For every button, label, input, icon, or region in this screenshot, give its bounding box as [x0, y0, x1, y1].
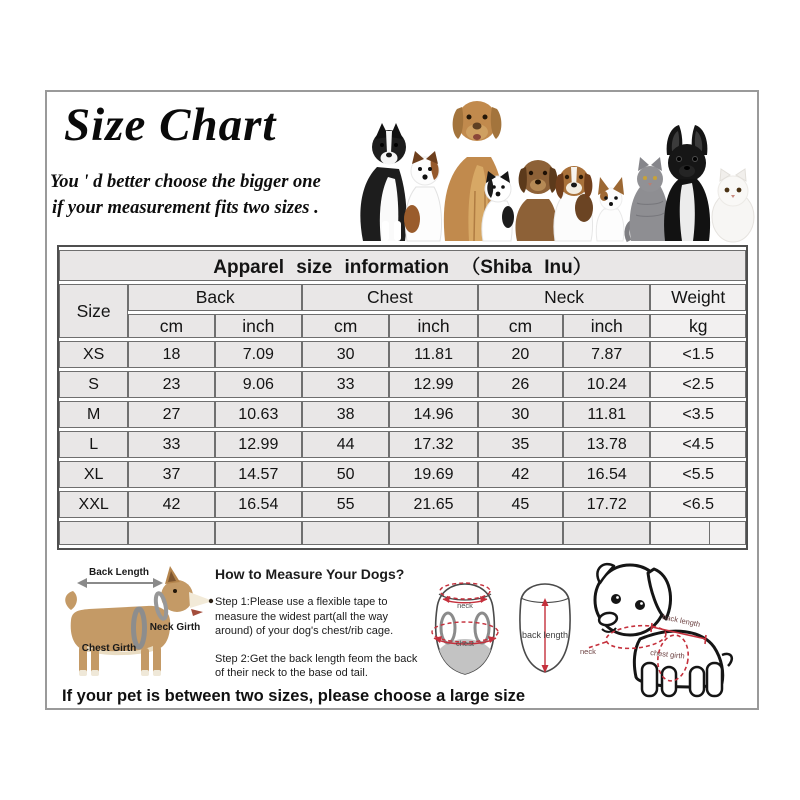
table-cell: <2.5: [650, 371, 746, 398]
unit-neck-cm: cm: [478, 314, 563, 338]
table-row-m: [59, 401, 746, 428]
how-to-measure-section: [215, 566, 420, 694]
table-cell: 23: [128, 371, 214, 398]
how-to-measure-heading: How to Measure Your Dogs?: [215, 566, 405, 582]
table-caption: Apparel size information （Shiba Inu）: [59, 250, 746, 281]
back-length-label: Back Length: [88, 567, 150, 578]
table-cell: 13.78: [563, 431, 650, 458]
table-row-xxl: [59, 491, 746, 518]
table-cell: 37: [128, 461, 214, 488]
dog-brown-puppy-image: [515, 160, 557, 241]
vest-measure-diagram: [425, 558, 585, 693]
dog-french-bulldog-image: [664, 125, 710, 241]
table-cell: 17.32: [389, 431, 477, 458]
unit-neck-inch: inch: [563, 314, 650, 338]
table-cell: 55: [302, 491, 389, 518]
dog-black-white-puppy-image: [482, 171, 514, 241]
table-cell: [389, 521, 477, 545]
dog-jack-russell-image: [404, 151, 442, 241]
arrow-left-icon: [77, 578, 87, 588]
table-cell: 17.72: [563, 491, 650, 518]
table-row-l: [59, 431, 746, 458]
table-cell: [215, 521, 302, 545]
table-cell: [302, 521, 389, 545]
table-cell: 18: [128, 341, 214, 368]
table-cell: 33: [128, 431, 214, 458]
table-cell: 20: [478, 341, 563, 368]
page-title: Size Chart: [64, 99, 277, 151]
between-sizes-note: If your pet is between two sizes, please choose a large size: [62, 687, 526, 705]
table-cell: 50: [302, 461, 389, 488]
puppy-sketch-diagram: [578, 555, 753, 700]
table-cell: 12.99: [389, 371, 477, 398]
table-cell: 16.54: [215, 491, 302, 518]
table-cell: [128, 521, 214, 545]
unit-back-cm: cm: [128, 314, 214, 338]
table-cell: 9.06: [215, 371, 302, 398]
measure-step-2: Step 2:Get the back length feom the back of their neck to the base od tail.: [215, 652, 418, 680]
table-cell: [563, 521, 650, 545]
cat-gray-image: [627, 157, 670, 241]
table-cell: 45: [478, 491, 563, 518]
table-row-xl: [59, 461, 746, 488]
table-cell: <3.5: [650, 401, 746, 428]
dog-chihuahua-image: [596, 177, 624, 241]
puppy-neck-label: neck: [580, 647, 596, 656]
table-cell: S: [59, 371, 128, 398]
table-cell: 30: [302, 341, 389, 368]
header-size: Size: [59, 284, 128, 338]
table-cell: 19.69: [389, 461, 477, 488]
table-cell: [650, 521, 746, 545]
table-cell: 12.99: [215, 431, 302, 458]
table-cell: 26: [478, 371, 563, 398]
measure-step-1: Step 1:Please use a flexible tape to measure the widest part(all the way around) of your dog's chest/rib cage.: [215, 596, 394, 638]
table-cell: 35: [478, 431, 563, 458]
subtitle-line2: if your measurement fits two sizes .: [52, 198, 319, 218]
size-chart-panel: [45, 90, 759, 710]
vest-neck-label: neck: [457, 601, 473, 610]
vest-front-view: [432, 583, 498, 683]
table-caption-row: [59, 250, 746, 281]
table-cell: 21.65: [389, 491, 477, 518]
table-cell: 7.09: [215, 341, 302, 368]
table-cell: 30: [478, 401, 563, 428]
table-cell: 14.96: [389, 401, 477, 428]
neck-girth-label: Neck Girth: [149, 622, 201, 633]
table-cell: <4.5: [650, 431, 746, 458]
vest-back-length-label: back length: [521, 630, 569, 640]
table-cell: 10.24: [563, 371, 650, 398]
table-cell: [59, 521, 128, 545]
subtitle-line1: You ' d better choose the bigger one: [50, 172, 321, 192]
measure-dog-diagram: [57, 558, 222, 683]
table-header-groups: [59, 284, 746, 311]
table-cell: [478, 521, 563, 545]
unit-chest-inch: inch: [389, 314, 477, 338]
header-neck: Neck: [478, 284, 651, 311]
table-cell: <1.5: [650, 341, 746, 368]
table-cell: 11.81: [563, 401, 650, 428]
vest-back-view: [520, 584, 570, 673]
table-row-s: [59, 371, 746, 398]
vest-chest-label: chest: [456, 639, 474, 648]
table-cell: 14.57: [215, 461, 302, 488]
table-cell: 27: [128, 401, 214, 428]
table-cell: <6.5: [650, 491, 746, 518]
table-cell: XXL: [59, 491, 128, 518]
pets-photo-row: [345, 95, 755, 243]
size-table: [57, 245, 748, 550]
table-cell: 44: [302, 431, 389, 458]
table-cell: 33: [302, 371, 389, 398]
table-header-units: [59, 314, 746, 338]
table-cell: XL: [59, 461, 128, 488]
header-weight: Weight: [650, 284, 746, 311]
table-cell: 7.87: [563, 341, 650, 368]
table-cell: 10.63: [215, 401, 302, 428]
unit-chest-cm: cm: [302, 314, 389, 338]
table-cell: M: [59, 401, 128, 428]
table-cell: 42: [128, 491, 214, 518]
puppy-chest-girth-label: chest girth: [649, 648, 686, 661]
arrow-right-icon: [153, 578, 163, 588]
table-cell: 42: [478, 461, 563, 488]
table-cell: XS: [59, 341, 128, 368]
header-chest: Chest: [302, 284, 478, 311]
unit-weight-kg: kg: [650, 314, 746, 338]
unit-back-inch: inch: [215, 314, 302, 338]
table-cell: 16.54: [563, 461, 650, 488]
cat-white-persian-image: [712, 169, 754, 242]
table-row-xs: [59, 341, 746, 368]
puppy-back-length-label: back length: [661, 612, 701, 629]
table-cell: 38: [302, 401, 389, 428]
header-back: Back: [128, 284, 302, 311]
dog-border-collie-image: [360, 123, 406, 241]
dog-beagle-image: [554, 166, 593, 241]
chest-girth-label: Chest Girth: [81, 643, 137, 654]
table-cell: L: [59, 431, 128, 458]
table-cell: 11.81: [389, 341, 477, 368]
table-cell: <5.5: [650, 461, 746, 488]
table-row-empty: [59, 521, 746, 545]
